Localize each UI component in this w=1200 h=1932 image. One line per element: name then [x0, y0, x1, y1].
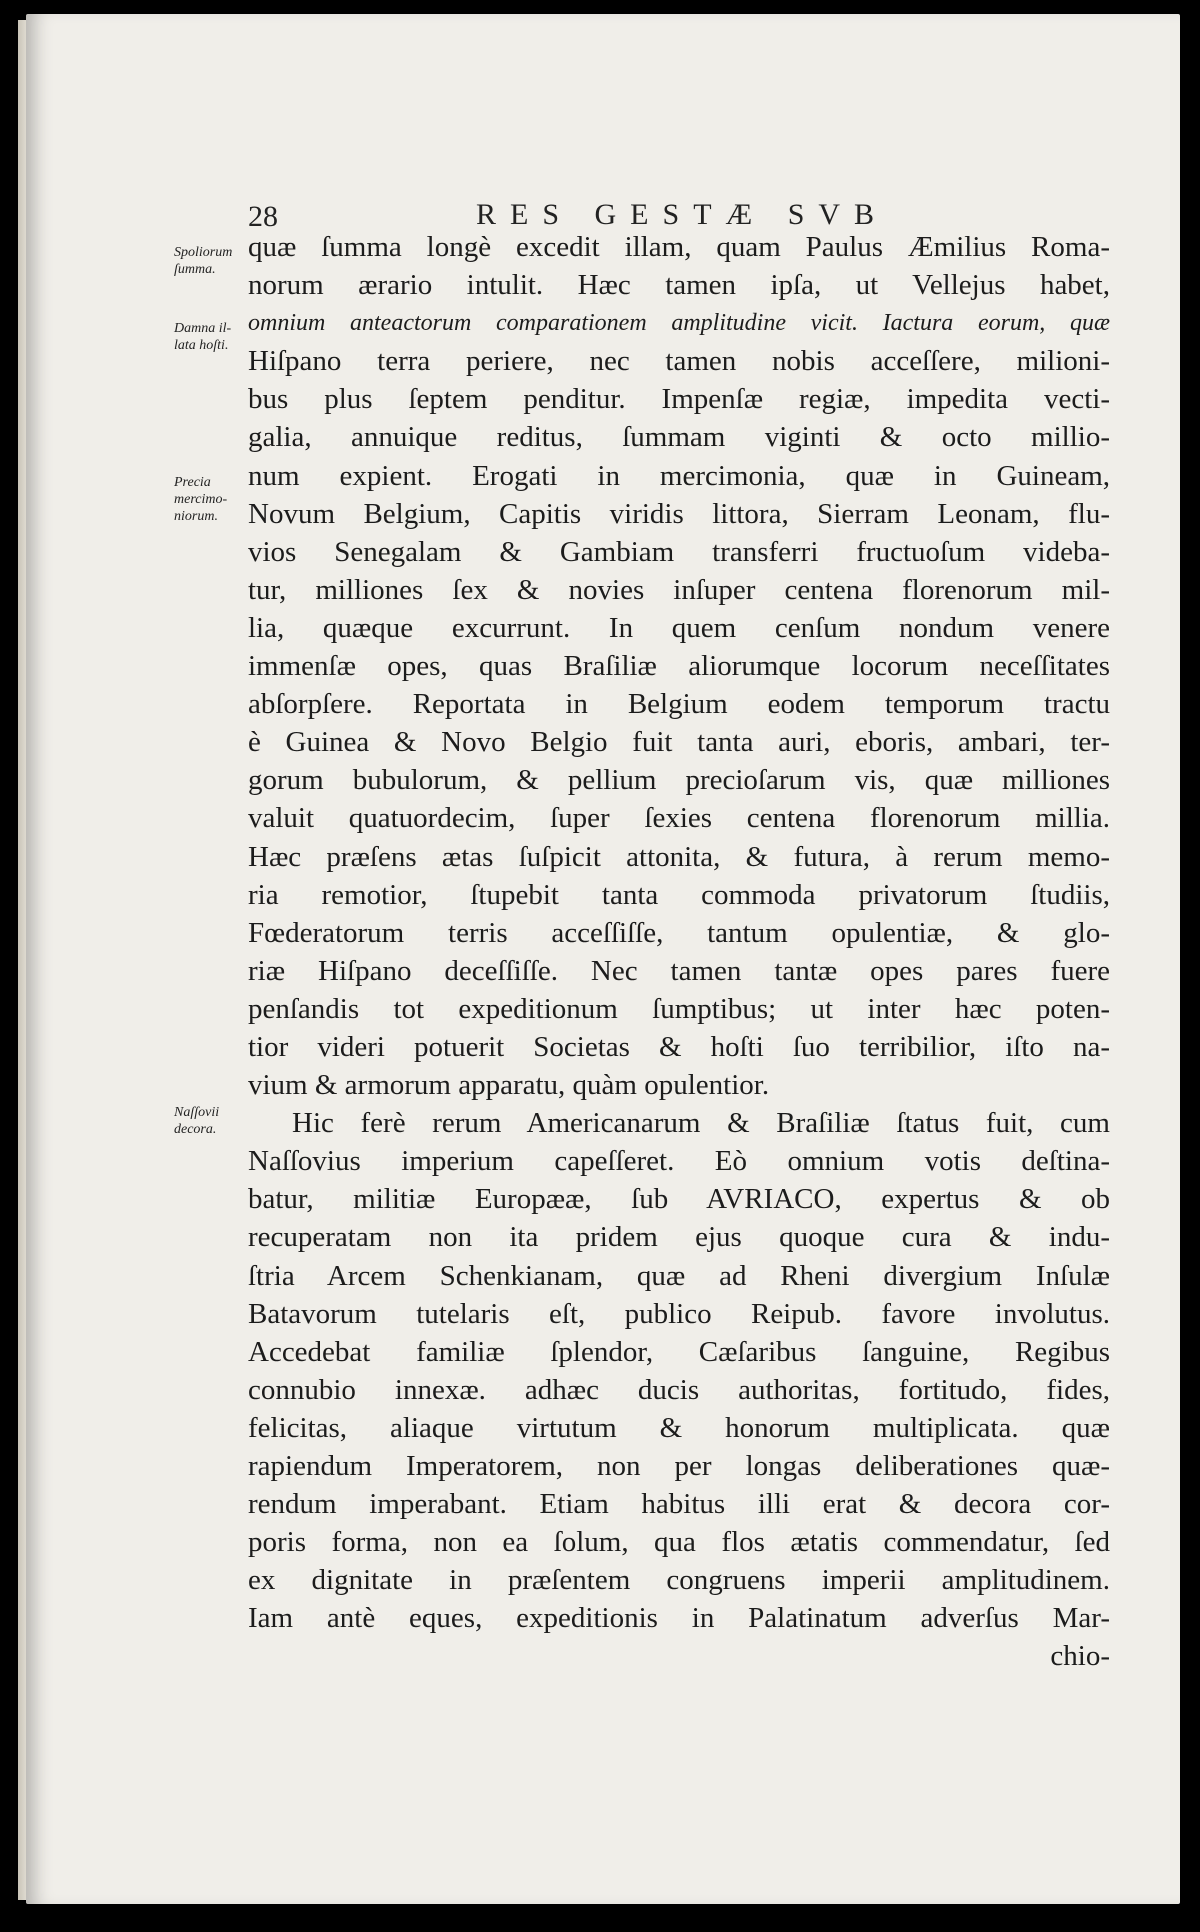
text-line: tior videri potuerit Societas & hoſti ſuo terribilior, iſto na-: [248, 1030, 1110, 1063]
text-line: bus plus ſeptem penditur. Impenſæ regiæ, impedita vecti-: [248, 383, 1110, 416]
catchword: chio-: [1050, 1640, 1110, 1673]
text-line: poris forma, non ea ſolum, qua flos ætatis commendatur, ſed: [248, 1526, 1110, 1559]
body-text: [248, 228, 1110, 1676]
margin-note-line: decora.: [174, 1122, 217, 1137]
margin-note-line: Naſſovii: [174, 1105, 220, 1120]
text-line: Iam antè eques, expeditionis in Palatinatum adverſus Mar-: [248, 1602, 1110, 1635]
text-line: Naſſovius imperium capeſſeret. Eò omnium votis deſtina-: [248, 1145, 1110, 1178]
margin-note: [174, 1104, 258, 1138]
text-line: immenſæ opes, quas Braſiliæ aliorumque locorum neceſſitates: [248, 650, 1110, 683]
margin-note: [174, 474, 258, 525]
text-line: Novum Belgium, Capitis viridis littora, Sierram Leonam, flu-: [248, 497, 1110, 530]
text-line: è Guinea & Novo Belgio fuit tanta auri, eboris, ambari, ter-: [248, 726, 1110, 759]
book-page: [26, 14, 1180, 1904]
text-line: rapiendum Imperatorem, non per longas deliberationes quæ-: [248, 1450, 1110, 1482]
text-line: galia, annuique reditus, ſummam viginti & octo millio-: [248, 421, 1110, 454]
text-line: valuit quatuordecim, ſuper ſexies centena florenorum millia.: [248, 802, 1110, 835]
text-line: felicitas, aliaque virtutum & honorum multiplicata. quæ: [248, 1411, 1110, 1444]
text-line: omnium anteactorum comparationem amplitudine vicit. Iactura eorum, quæ: [248, 310, 1110, 337]
text-line: abſorpſere. Reportata in Belgium eodem temporum tractu: [248, 688, 1110, 721]
text-line: tur, milliones ſex & novies inſuper centena florenorum mil-: [248, 573, 1110, 606]
text-line: Batavorum tutelaris eſt, publico Reipub. favore involutus.: [248, 1297, 1110, 1330]
text-line: norum ærario intulit. Hæc tamen ipſa, ut Vellejus habet,: [248, 269, 1110, 302]
text-line: vium & armorum apparatu, quàm opulentior.: [248, 1069, 770, 1102]
text-line: vios Senegalam & Gambiam transferri fructuoſum videba-: [248, 535, 1110, 568]
margin-note-line: niorum.: [174, 509, 218, 524]
text-line: connubio innexæ. adhæc ducis authoritas, fortitudo, fides,: [248, 1373, 1110, 1406]
running-title: RES GESTÆ SVB: [476, 198, 889, 231]
text-line: batur, militiæ Europææ, ſub AVRIACO, expertus & ob: [248, 1183, 1110, 1216]
text-line: recuperatam non ita pridem ejus quoque cura & indu-: [248, 1221, 1110, 1254]
text-line: ria remotior, ſtupebit tanta commoda privatorum ſtudiis,: [248, 878, 1110, 911]
text-line: quæ ſumma longè excedit illam, quam Paulus Æmilius Roma-: [248, 231, 1110, 263]
text-line: ex dignitate in præſentem congruens imperii amplitudinem.: [248, 1564, 1110, 1597]
margin-note: [174, 320, 258, 354]
margin-note-line: Spoliorum: [174, 245, 233, 260]
text-line: num expient. Erogati in mercimonia, quæ in Guineam,: [248, 459, 1110, 492]
text-line: Hæc præſens ætas ſuſpicit attonita, & futura, à rerum memo-: [248, 840, 1110, 873]
text-line: Hic ferè rerum Americanarum & Braſiliæ ſtatus fuit, cum: [292, 1107, 1110, 1140]
margin-note: [174, 244, 258, 278]
margin-note-line: mercimo-: [174, 492, 228, 507]
margin-note-line: ſumma.: [174, 262, 216, 277]
text-line: penſandis tot expeditionum ſumptibus; ut inter hæc poten-: [248, 992, 1110, 1025]
margin-note-line: Damna il-: [174, 321, 232, 336]
text-line: Fœderatorum terris acceſſiſſe, tantum opulentiæ, & glo-: [248, 916, 1110, 949]
margin-note-line: lata hoſti.: [174, 338, 229, 353]
text-line: rendum imperabant. Etiam habitus illi erat & decora cor-: [248, 1488, 1110, 1521]
text-line: gorum bubulorum, & pellium precioſarum vis, quæ milliones: [248, 764, 1110, 797]
page-number: 28: [248, 200, 278, 233]
text-line: riæ Hiſpano deceſſiſſe. Nec tamen tantæ opes pares fuere: [248, 954, 1110, 987]
text-line: Hiſpano terra periere, nec tamen nobis acceſſere, milioni-: [248, 345, 1110, 378]
text-line: Accedebat familiæ ſplendor, Cæſaribus ſanguine, Regibus: [248, 1335, 1110, 1368]
text-line: ſtria Arcem Schenkianam, quæ ad Rheni divergium Inſulæ: [248, 1259, 1110, 1292]
margin-note-line: Precia: [174, 475, 211, 490]
text-line: lia, quæque excurrunt. In quem cenſum nondum venere: [248, 611, 1110, 644]
running-head: [26, 192, 1180, 232]
